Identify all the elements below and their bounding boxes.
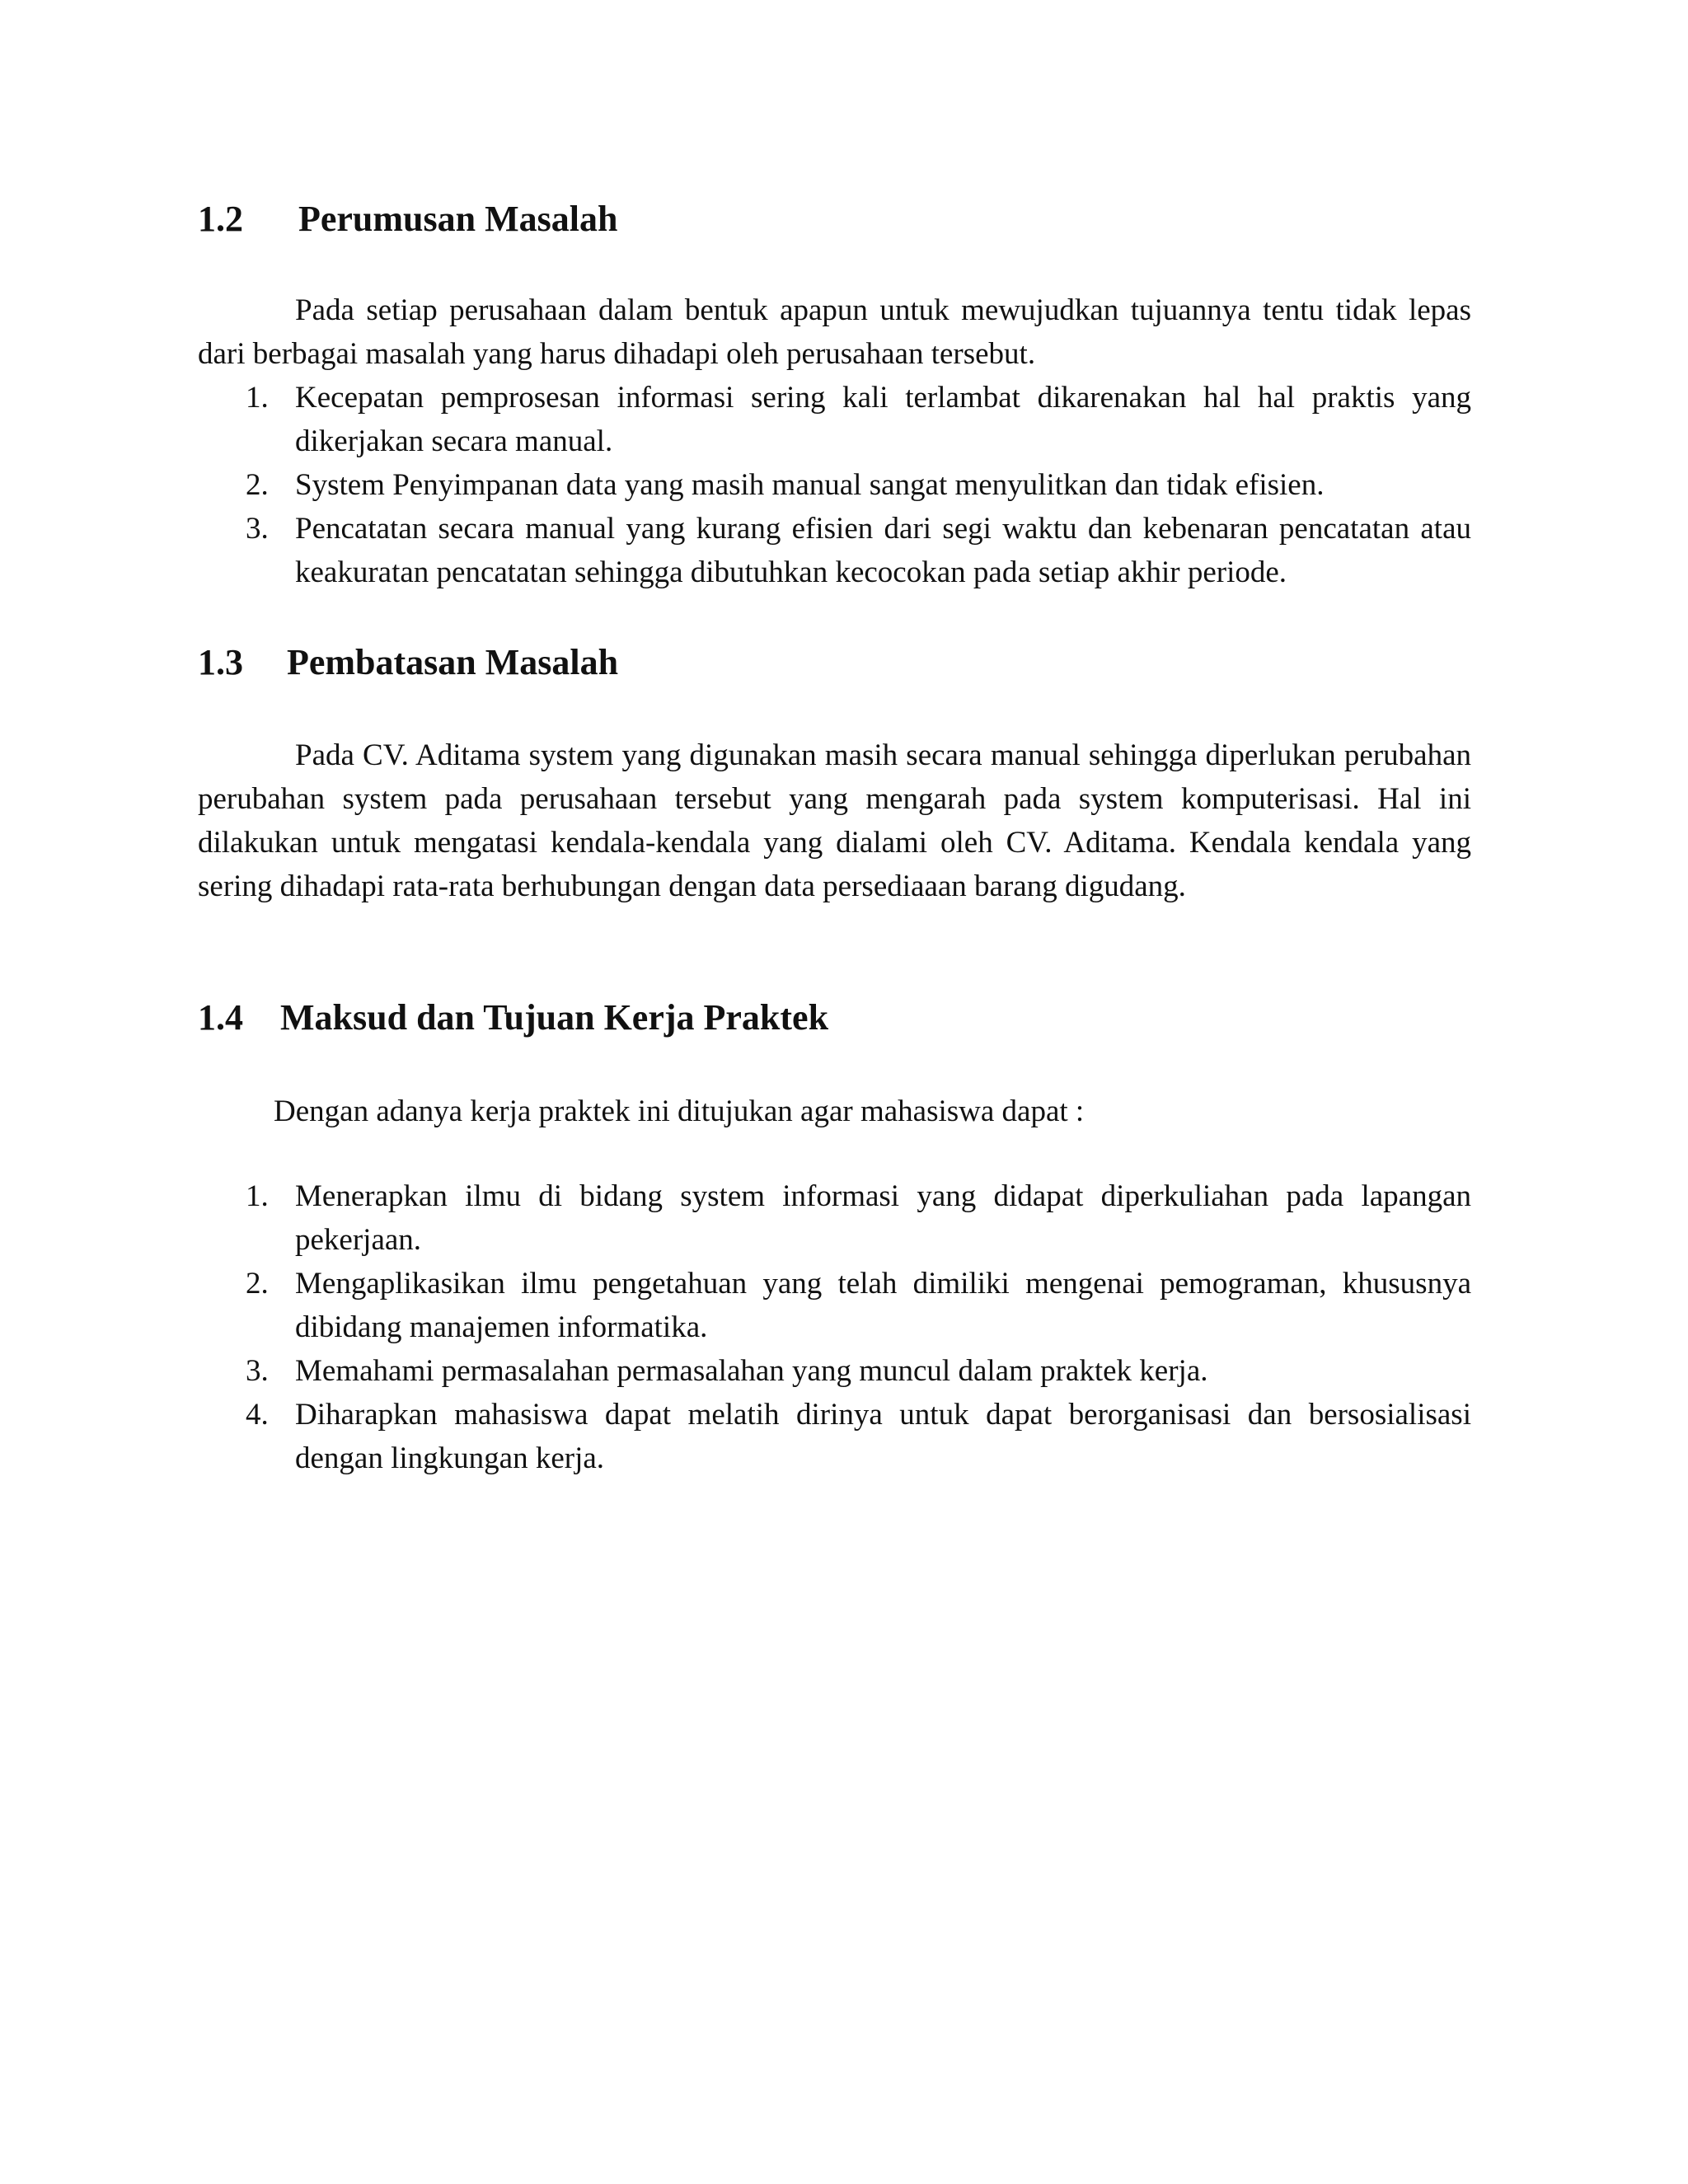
list-item-text: Pencatatan secara manual yang kurang efisien dari segi waktu dan kebenaran pencatatan atau keakuratan pencatatan sehingga dibutuhkan kecocokan pada setiap akhir periode. <box>295 512 1471 589</box>
section-heading-1-4 <box>198 995 828 1041</box>
list-item-text: Kecepatan pemprosesan informasi sering kali terlambat dikarenakan hal hal praktis yang dikerjakan secara manual. <box>295 381 1471 458</box>
section-heading-1-3 <box>198 640 618 686</box>
list-item <box>198 463 1471 507</box>
problem-list <box>198 376 1471 594</box>
list-marker: 1. <box>246 381 269 415</box>
section-title: Pembatasan Masalah <box>287 642 619 682</box>
list-marker: 3. <box>246 512 269 546</box>
section-number: 1.3 <box>198 642 243 682</box>
list-marker: 3. <box>246 1354 269 1388</box>
section-number: 1.2 <box>198 199 243 239</box>
list-item <box>198 1262 1471 1349</box>
list-item-text: Memahami permasalahan permasalahan yang muncul dalam praktek kerja. <box>295 1354 1208 1388</box>
section-paragraph-1-3: Pada CV. Aditama system yang digunakan masih secara manual sehingga diperlukan perubahan perubahan system pada perusahaan tersebut yang mengarah pada system komputerisasi. Hal ini dilakukan untuk mengatasi kendala-kendala yang dialami oleh CV. Aditama. Kendala kendala yang sering dihadapi rata-rata berhubungan dengan data persediaaan barang digudang. <box>198 738 1471 903</box>
section-number: 1.4 <box>198 997 243 1038</box>
list-item <box>198 1393 1471 1480</box>
list-item <box>198 507 1471 594</box>
list-marker: 2. <box>246 1267 269 1301</box>
list-item-text: System Penyimpanan data yang masih manual sangat menyulitkan dan tidak efisien. <box>295 468 1325 502</box>
section-heading-1-2 <box>198 196 617 242</box>
section-title: Perumusan Masalah <box>298 199 618 239</box>
section-title: Maksud dan Tujuan Kerja Praktek <box>280 997 829 1038</box>
section-paragraph-1-4: Dengan adanya kerja praktek ini ditujukan agar mahasiswa dapat : <box>274 1094 1085 1128</box>
list-item <box>198 376 1471 463</box>
list-marker: 4. <box>246 1398 269 1432</box>
list-item-text: Mengaplikasikan ilmu pengetahuan yang telah dimiliki mengenai pemograman, khususnya dibidang manajemen informatika. <box>295 1267 1471 1344</box>
list-item <box>198 1174 1471 1262</box>
list-marker: 1. <box>246 1179 269 1213</box>
list-item-text: Diharapkan mahasiswa dapat melatih dirinya untuk dapat berorganisasi dan bersosialisasi dengan lingkungan kerja. <box>295 1398 1471 1475</box>
list-marker: 2. <box>246 468 269 502</box>
objective-list <box>198 1174 1471 1480</box>
list-item-text: Menerapkan ilmu di bidang system informasi yang didapat diperkuliahan pada lapangan pekerjaan. <box>295 1179 1471 1257</box>
section-paragraph-1-2: Pada setiap perusahaan dalam bentuk apapun untuk mewujudkan tujuannya tentu tidak lepas dari berbagai masalah yang harus dihadapi oleh perusahaan tersebut. <box>198 293 1471 371</box>
list-item <box>198 1349 1471 1393</box>
